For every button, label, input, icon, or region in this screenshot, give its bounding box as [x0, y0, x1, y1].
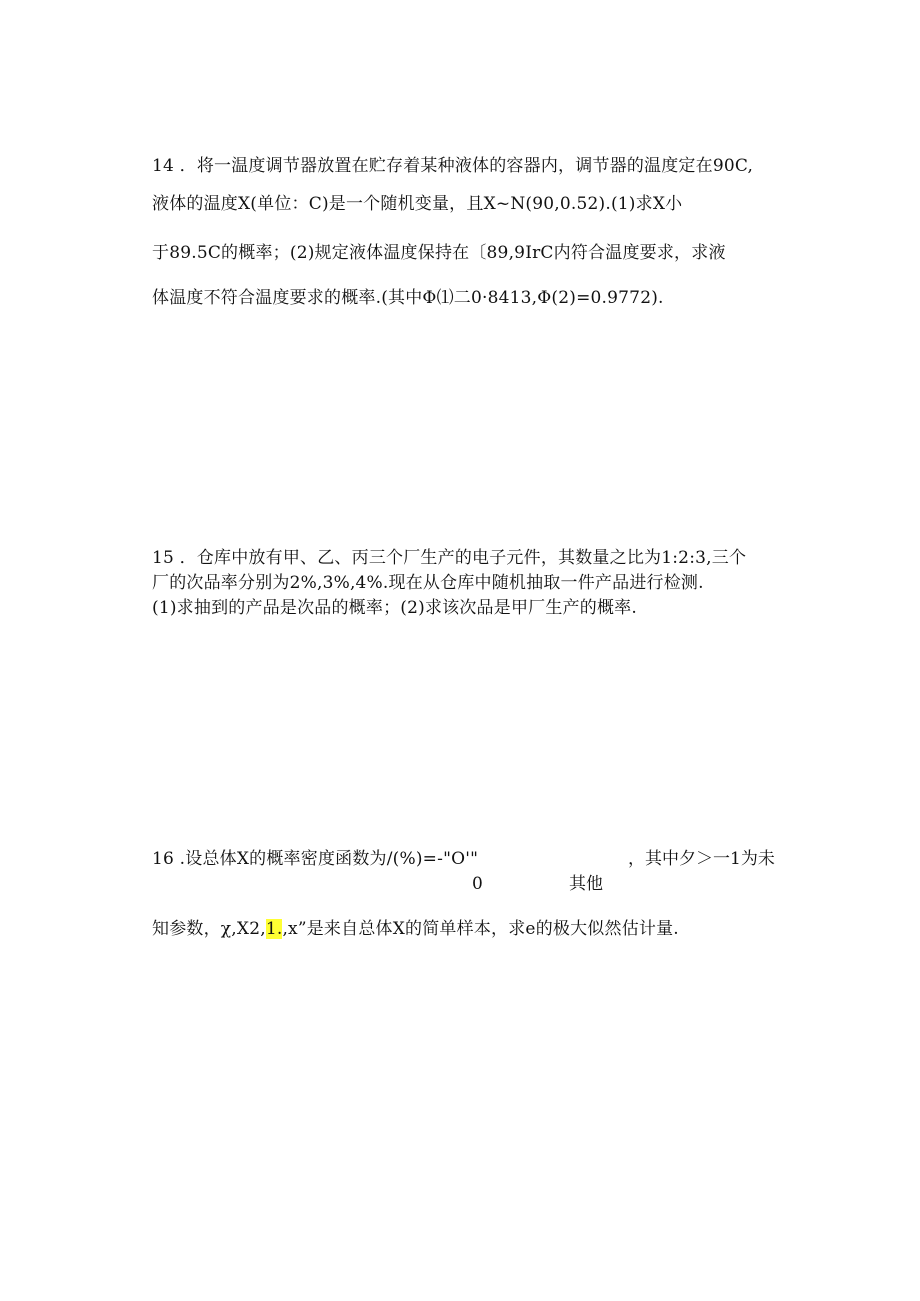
piecewise-zero: 0: [472, 874, 483, 894]
problem-15-line-2: 厂的次品率分别为2%,3%,4%.现在从仓库中随机抽取一件产品进行检测.: [152, 573, 704, 593]
problem-14-line-4: 体温度不符合温度要求的概率.(其中Φ⑴二0·8413,Φ(2)=0.9772).: [152, 288, 664, 308]
piecewise-otherwise: 其他: [569, 874, 603, 894]
highlighted-text: 1.: [265, 919, 283, 939]
problem-16-line-3-part-a: 知参数，χ,X2,: [152, 919, 266, 939]
problem-16-line-3: [152, 918, 679, 940]
problem-16-line-1-left: 16 .设总体X的概率密度函数为/(%)=-"O'": [152, 849, 479, 869]
problem-15-line-1: 15 ．仓库中放有甲、乙、丙三个厂生产的电子元件，其数量之比为1:2:3,三个: [152, 548, 747, 568]
problem-16-line-1-right: ，其中夕＞一1为未: [628, 849, 775, 869]
problem-16-line-3-part-b: ,x”是来自总体X的简单样本，求e的极大似然估计量.: [282, 919, 679, 939]
problem-15-line-3: (1)求抽到的产品是次品的概率；(2)求该次品是甲厂生产的概率.: [152, 598, 637, 618]
problem-14-line-3: 于89.5C的概率；(2)规定液体温度保持在〔89,9IrC内符合温度要求，求液: [152, 243, 726, 263]
problem-14-line-2: 液体的温度X(单位：C)是一个随机变量，且X~N(90,0.52).(1)求X小: [152, 194, 683, 214]
problem-14-line-1: 14 ．将一温度调节器放置在贮存着某种液体的容器内，调节器的温度定在90C,: [152, 156, 754, 176]
